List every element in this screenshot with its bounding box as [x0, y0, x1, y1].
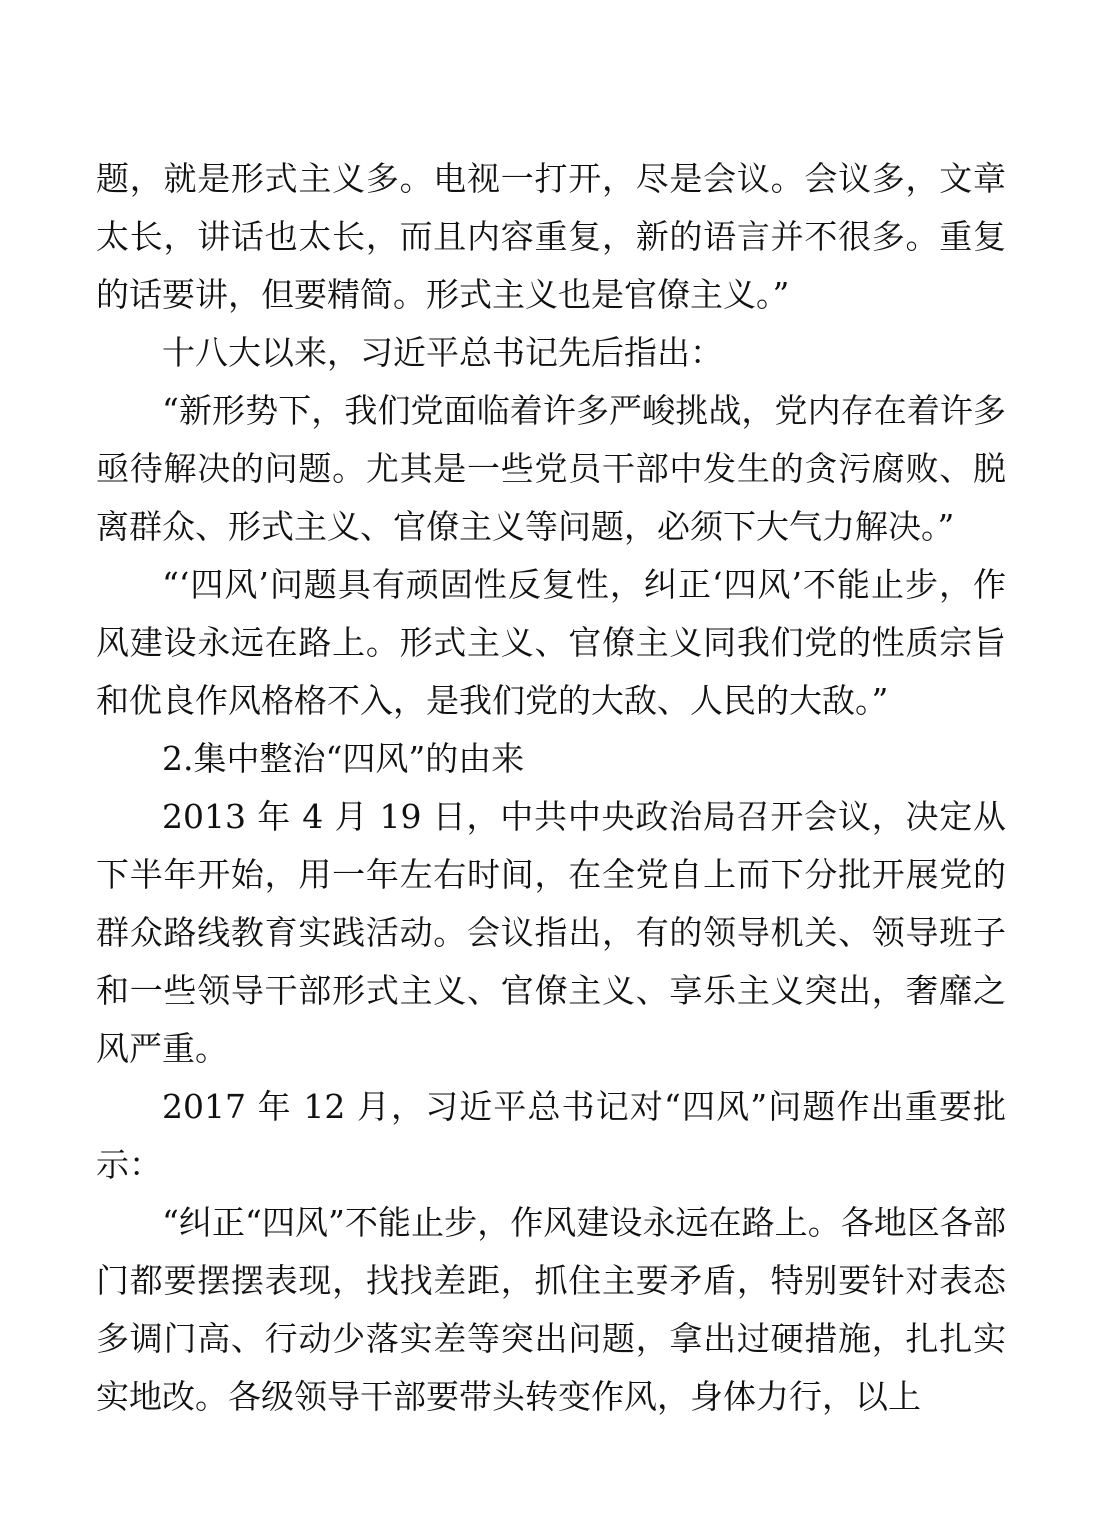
paragraph-2: 十八大以来，习近平总书记先后指出：: [162, 333, 723, 372]
section-heading: 2.集中整治“四风”的由来: [162, 739, 525, 778]
paragraph-4: “‘四风’问题具有顽固性反复性，纠正‘四风’不能止步，作风建设永远在路上。形式主义、官僚主义同我们党的性质宗旨和优良作风格格不入，是我们党的大敌、人民的大敌。”: [96, 565, 1006, 720]
paragraph-6: 2017 年 12 月，习近平总书记对“四风”问题作出重要批示：: [96, 1087, 1006, 1184]
paragraph-5: 2013 年 4 月 19 日，中共中央政治局召开会议，决定从下半年开始，用一年左右时间，在全党自上而下分批开展党的群众路线教育实践活动。会议指出，有的领导机关、领导班子和一些领导干部形式主义、官僚主义、享乐主义突出，奢靡之风严重。: [96, 797, 1006, 1068]
body-text: [96, 150, 1006, 1426]
paragraph-3: “新形势下，我们党面临着许多严峻挑战，党内存在着许多亟待解决的问题。尤其是一些党员干部中发生的贪污腐败、脱离群众、形式主义、官僚主义等问题，必须下大气力解决。”: [96, 391, 1006, 546]
paragraph-7: “纠正“四风”不能止步，作风建设永远在路上。各地区各部门都要摆摆表现，找找差距，抓住主要矛盾，特别要针对表态多调门高、行动少落实差等突出问题，拿出过硬措施，扎扎实实地改。各级领导干部要带头转变作风，身体力行，以上: [96, 1203, 1006, 1416]
paragraph-1: 题，就是形式主义多。电视一打开，尽是会议。会议多，文章太长，讲话也太长，而且内容重复，新的语言并不很多。重复的话要讲，但要精简。形式主义也是官僚主义。”: [96, 159, 1006, 314]
